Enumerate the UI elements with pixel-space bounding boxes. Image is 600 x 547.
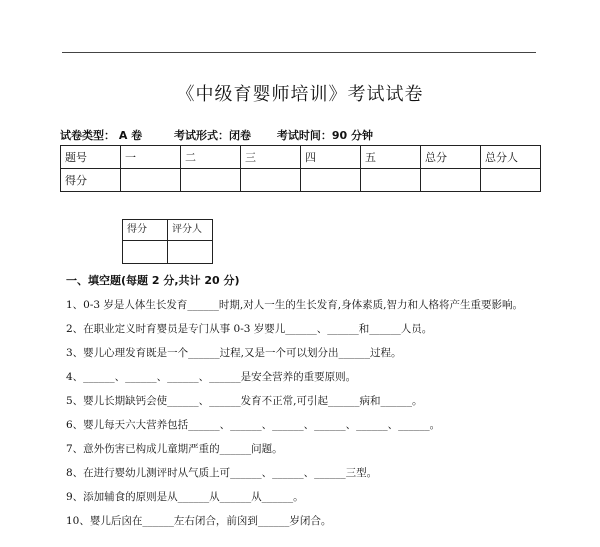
grader-score-label: 得分 xyxy=(123,220,168,241)
header-cell-total-grader: 总分人 xyxy=(481,146,541,169)
header-cell-question-no: 题号 xyxy=(61,146,121,169)
score-cell xyxy=(121,169,181,192)
exam-time: 考试时间：90 分钟 xyxy=(276,129,374,142)
question-3: 3、婴儿心理发育既是一个______过程,又是一个可以划分出______过程。 xyxy=(66,347,402,359)
question-2: 2、在职业定义时育婴员是专门从事 0-3 岁婴儿______、______和______人员。 xyxy=(66,323,433,335)
grader-table xyxy=(122,219,213,264)
exam-title: 《中级育婴师培训》考试试卷 xyxy=(176,84,424,105)
question-8: 8、在进行婴幼儿测评时从气质上可______、______、______三型。 xyxy=(66,467,378,479)
header-cell-1: 一 xyxy=(121,146,181,169)
score-table-header-row xyxy=(61,146,541,169)
score-cell xyxy=(421,169,481,192)
score-row-label: 得分 xyxy=(61,169,121,192)
score-cell xyxy=(361,169,421,192)
exam-form: 考试形式：闭卷 xyxy=(174,129,252,142)
question-9: 9、添加辅食的原则是从______从______从______。 xyxy=(66,491,304,503)
grader-score-cell xyxy=(123,241,168,264)
exam-meta xyxy=(60,127,373,143)
question-7: 7、意外伤害已构成儿童期严重的______问题。 xyxy=(66,443,283,455)
question-10: 10、婴儿后囟在______左右闭合，前囟到______岁闭合。 xyxy=(66,515,332,527)
top-rule xyxy=(62,52,536,53)
question-5: 5、婴儿长期缺钙会使______、______发育不正常,可引起______病和______。 xyxy=(66,395,423,407)
question-6: 6、婴儿每天六大营养包括______、______、______、______、______、______。 xyxy=(66,419,441,431)
grader-table-header-row xyxy=(123,220,213,241)
header-cell-total: 总分 xyxy=(421,146,481,169)
grader-name-label: 评分人 xyxy=(168,220,213,241)
grader-table-blank-row xyxy=(123,241,213,264)
question-1: 1、0-3 岁是人体生长发育______时期,对人一生的生长发育,身体素质,智力和人格将产生重要影响。 xyxy=(66,299,523,311)
header-cell-4: 四 xyxy=(301,146,361,169)
header-cell-5: 五 xyxy=(361,146,421,169)
exam-type: 试卷类型： A 卷 xyxy=(60,129,143,142)
header-cell-3: 三 xyxy=(241,146,301,169)
grader-name-cell xyxy=(168,241,213,264)
score-table xyxy=(60,145,541,192)
score-cell xyxy=(481,169,541,192)
score-table-score-row xyxy=(61,169,541,192)
section-heading: 一、填空题(每题 2 分,共计 20 分) xyxy=(66,274,240,287)
score-cell xyxy=(301,169,361,192)
score-cell xyxy=(181,169,241,192)
question-4: 4、______、______、______、______是安全营养的重要原则。 xyxy=(66,371,357,383)
score-cell xyxy=(241,169,301,192)
header-cell-2: 二 xyxy=(181,146,241,169)
